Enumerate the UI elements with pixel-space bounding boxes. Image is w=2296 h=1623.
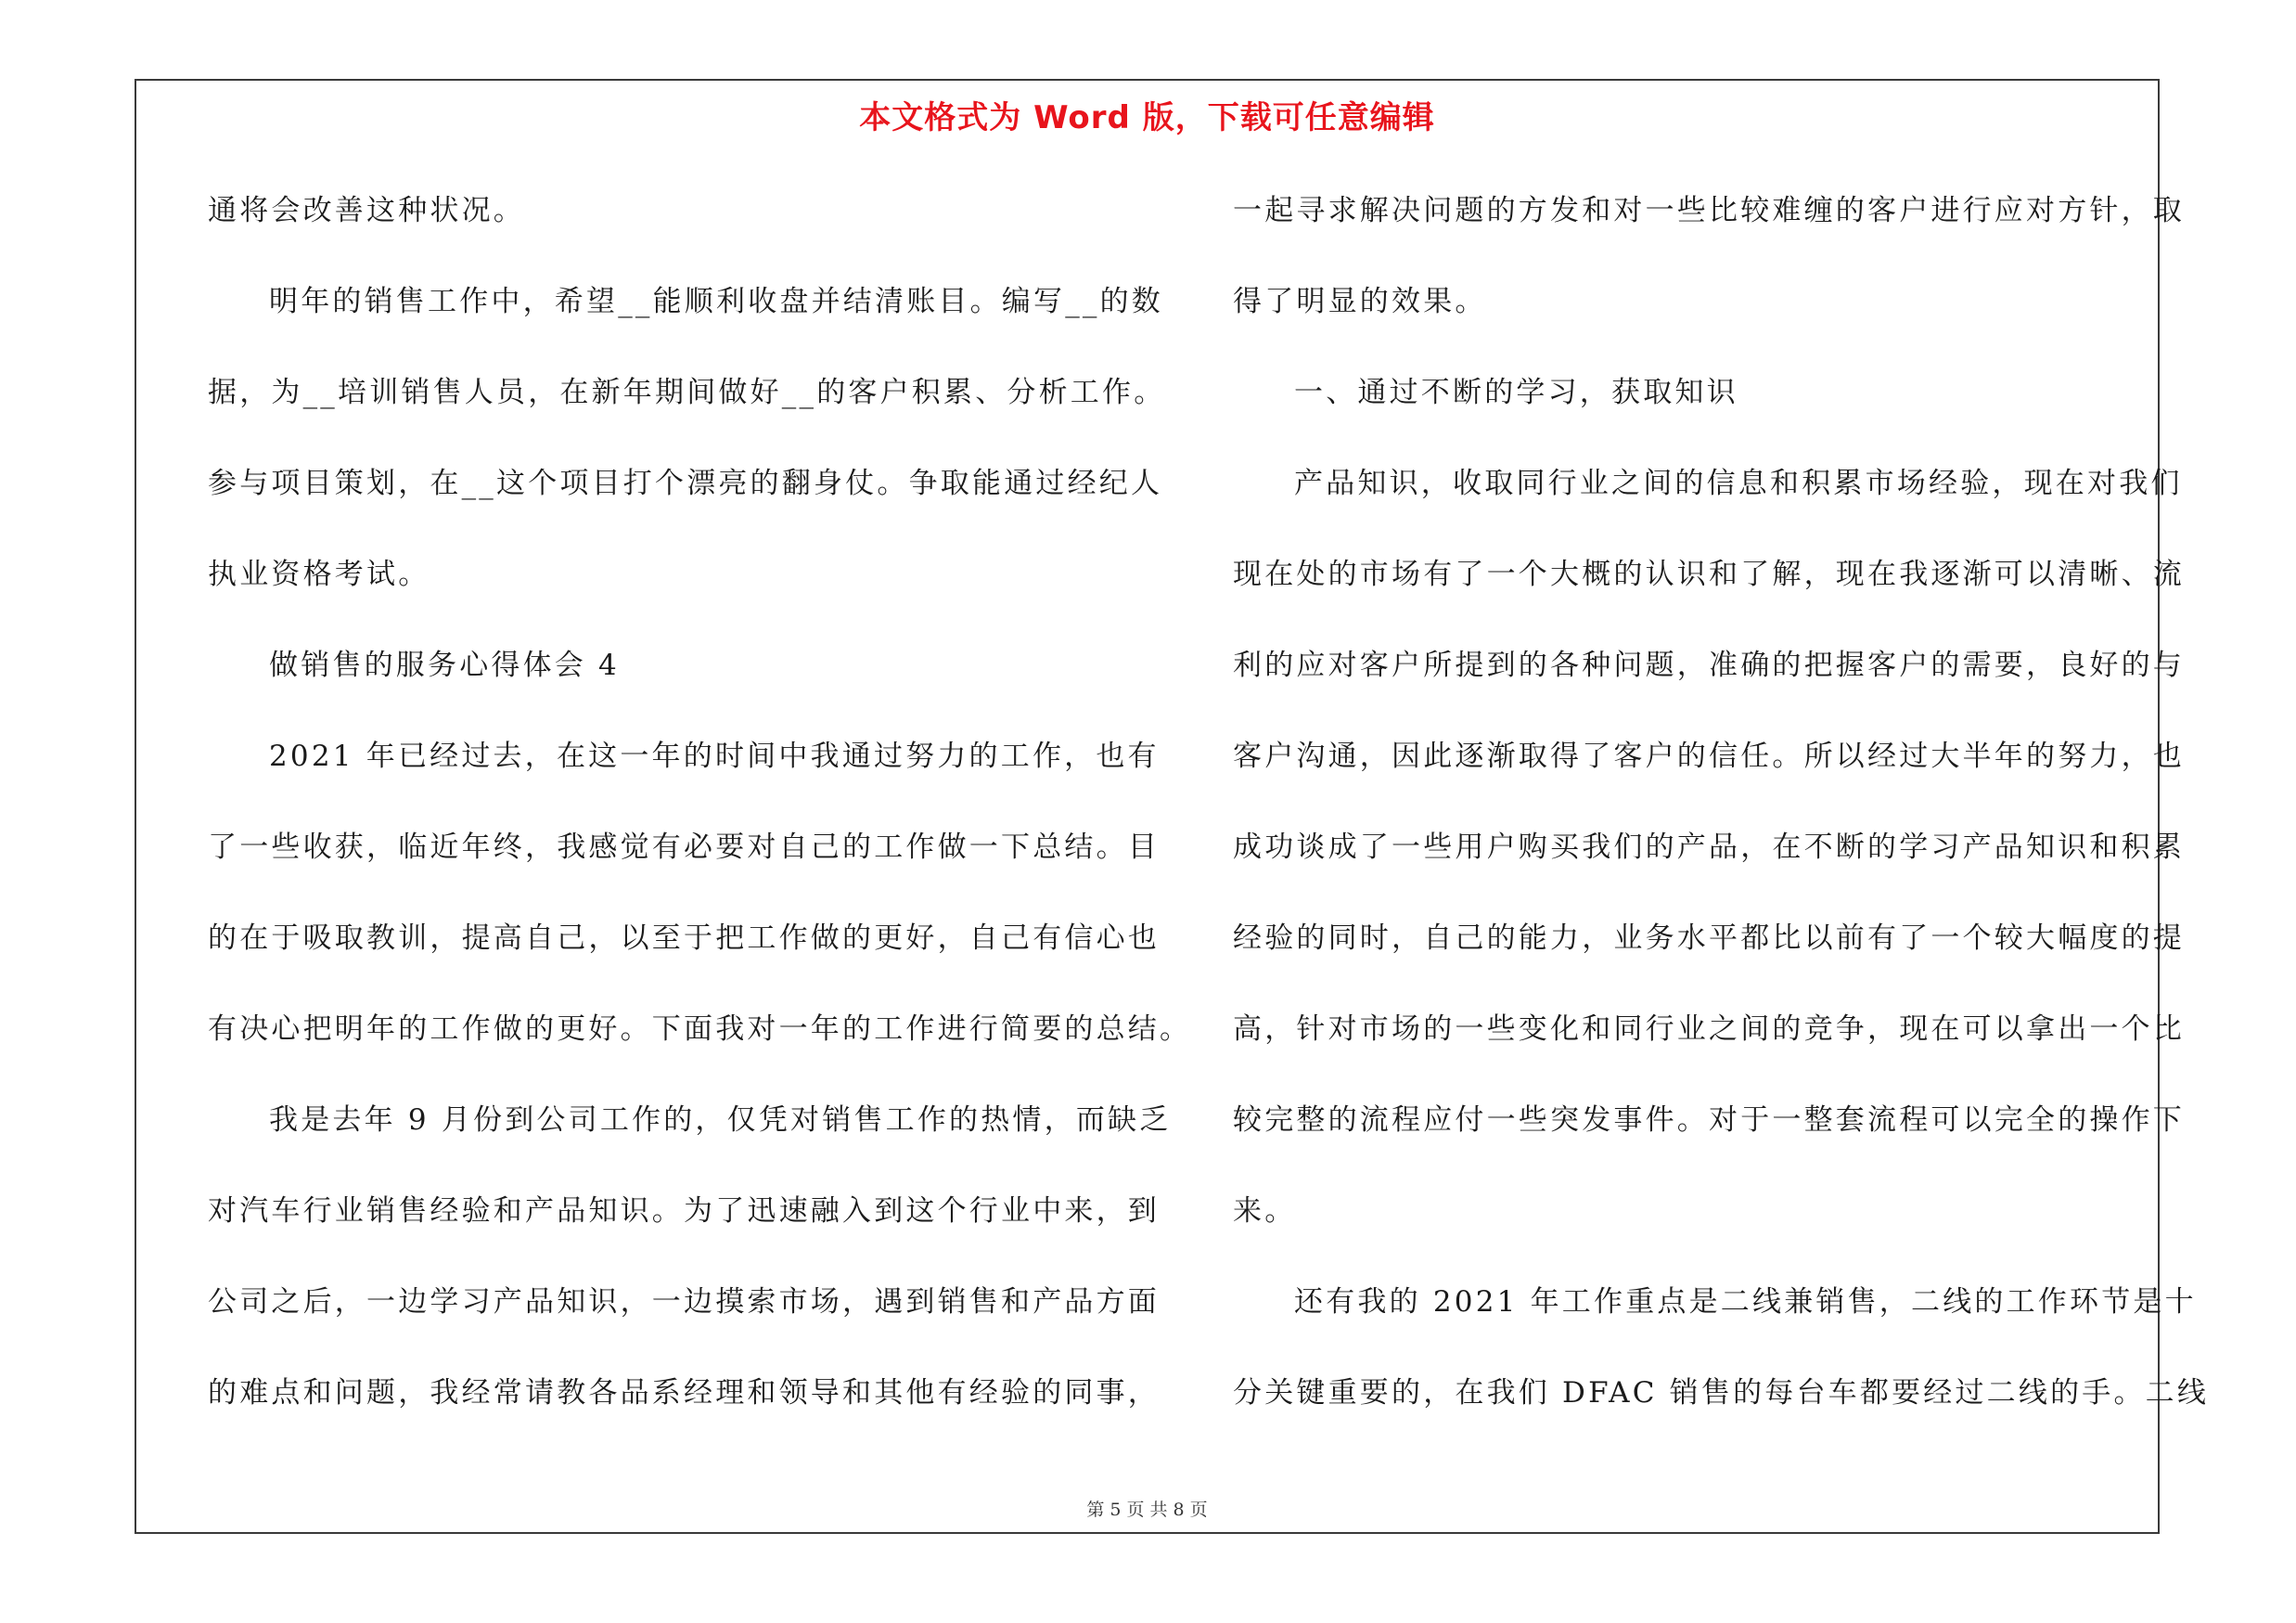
text-line: 利的应对客户所提到的各种问题，准确的把握客户的需要，良好的与	[1233, 649, 2185, 682]
text-line: 来。	[1233, 1194, 1297, 1228]
text-line: 成功谈成了一些用户购买我们的产品，在不断的学习产品知识和积累	[1233, 831, 2185, 864]
text-line: 执业资格考试。	[208, 558, 430, 591]
text-line: 的难点和问题，我经常请教各品系经理和领导和其他有经验的同事，	[208, 1376, 1160, 1410]
text-line: 公司之后，一边学习产品知识，一边摸索市场，遇到销售和产品方面	[208, 1285, 1160, 1319]
text-line: 客户沟通，因此逐渐取得了客户的信任。所以经过大半年的努力，也	[1233, 740, 2185, 773]
text-line: 经验的同时，自己的能力，业务水平都比以前有了一个较大幅度的提	[1233, 921, 2185, 955]
text-line: 我是去年 9 月份到公司工作的，仅凭对销售工作的热情，而缺乏	[269, 1103, 1172, 1137]
text-line: 分关键重要的，在我们 DFAC 销售的每台车都要经过二线的手。二线	[1233, 1376, 2210, 1410]
text-line: 明年的销售工作中，希望__能顺利收盘并结清账目。编写__的数	[269, 285, 1163, 318]
text-line: 得了明显的效果。	[1233, 285, 1487, 318]
text-line: 高，针对市场的一些变化和同行业之间的竞争，现在可以拿出一个比	[1233, 1012, 2185, 1046]
format-banner: 本文格式为 Word 版，下载可任意编辑	[859, 99, 1435, 136]
text-line: 一起寻求解决问题的方发和对一些比较难缠的客户进行应对方针，取	[1233, 194, 2185, 227]
text-line: 较完整的流程应付一些突发事件。对于一整套流程可以完全的操作下	[1233, 1103, 2185, 1137]
text-line: 了一些收获，临近年终，我感觉有必要对自己的工作做一下总结。目	[208, 831, 1160, 864]
text-line: 2021 年已经过去，在这一年的时间中我通过努力的工作，也有	[269, 740, 1160, 773]
section-heading: 一、通过不断的学习，获取知识	[1294, 376, 1738, 409]
text-line: 产品知识，收取同行业之间的信息和积累市场经验，现在对我们	[1294, 467, 2183, 500]
page-number: 第 5 页 共 8 页	[1086, 1500, 1208, 1520]
section-heading: 做销售的服务心得体会 4	[269, 649, 620, 682]
text-line: 还有我的 2021 年工作重点是二线兼销售，二线的工作环节是十	[1294, 1285, 2197, 1319]
text-line: 的在于吸取教训，提高自己，以至于把工作做的更好，自己有信心也	[208, 921, 1160, 955]
text-line: 有决心把明年的工作做的更好。下面我对一年的工作进行简要的总结。	[208, 1012, 1192, 1046]
page-frame	[135, 79, 2210, 1534]
text-line: 对汽车行业销售经验和产品知识。为了迅速融入到这个行业中来，到	[208, 1194, 1160, 1228]
text-line: 现在处的市场有了一个大概的认识和了解，现在我逐渐可以清晰、流	[1233, 558, 2185, 591]
text-line: 参与项目策划，在__这个项目打个漂亮的翻身仗。争取能通过经纪人	[208, 467, 1163, 500]
text-line: 通将会改善这种状况。	[208, 194, 525, 227]
text-line: 据，为__培训销售人员，在新年期间做好__的客户积累、分析工作。	[208, 376, 1166, 409]
